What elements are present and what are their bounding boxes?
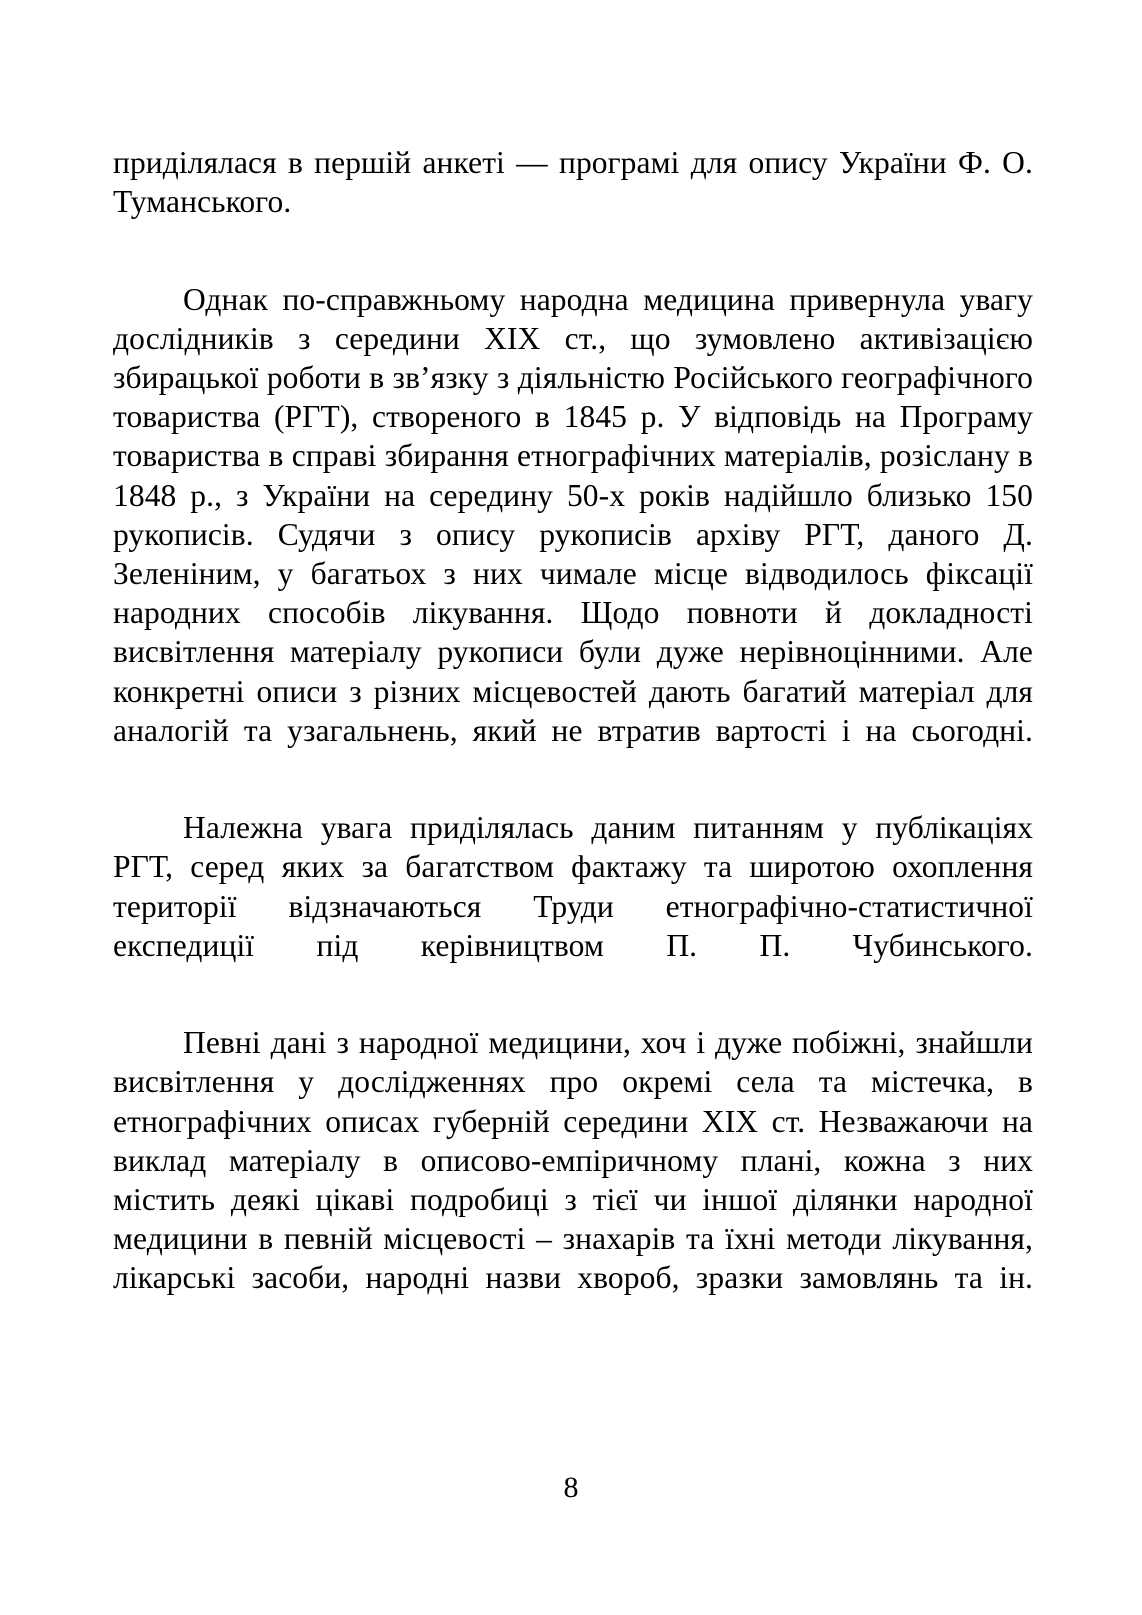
page-text-body <box>113 143 1033 1337</box>
paragraph-continuation: приділялася в першій анкеті — програмі для опису України Ф. О. Туманського. <box>113 145 1033 220</box>
paragraph-1: Однак по-справжньому народна медицина привернула увагу дослідників з середини XIX ст., що зумовлено активізацією збирацької роботи в зв’язку з діяльністю Російського географічного товариства (РГТ), створеного в 1845 р. У відповідь на Програму товариства в справі збирання етнографічних матеріалів, розіслану в 1848 р., з України на середину 50-х років надійшло близько 150 рукописів. Судячи з опису рукописів архіву РГТ, даного Д. Зеленіним, у багатьох з них чимале місце відводилось фіксації народних способів лікування. Щодо повноти й докладності висвітлення матеріалу рукописи були дуже нерівноцінними. Але конкретні описи з різних місцевостей дають багатий матеріал для аналогій та узагальнень, який не втратив вартості і на сьогодні. <box>113 281 1033 748</box>
paragraph-2: Належна увага приділялась даним питанням у публікаціях РГТ, серед яких за багатством фактажу та широтою охоплення території відзначаються Труди етнографічно-статистичної експедиції під керівництвом П. П. Чубинського. <box>113 810 1033 963</box>
page-number: 8 <box>563 1471 579 1504</box>
paragraph-3: Певні дані з народної медицини, хоч і дуже побіжні, знайшли висвітлення у дослідженнях про окремі села та містечка, в етнографічних описах губерній середини XIX ст. Незважаючи на виклад матеріалу в описово-емпіричному плані, кожна з них містить деякі цікаві подробиці з тієї чи іншої ділянки народної медицини в певній місцевості – знахарів та їхні методи лікування, лікарські засоби, народні назви хвороб, зразки замовлянь та ін. <box>113 1025 1033 1296</box>
